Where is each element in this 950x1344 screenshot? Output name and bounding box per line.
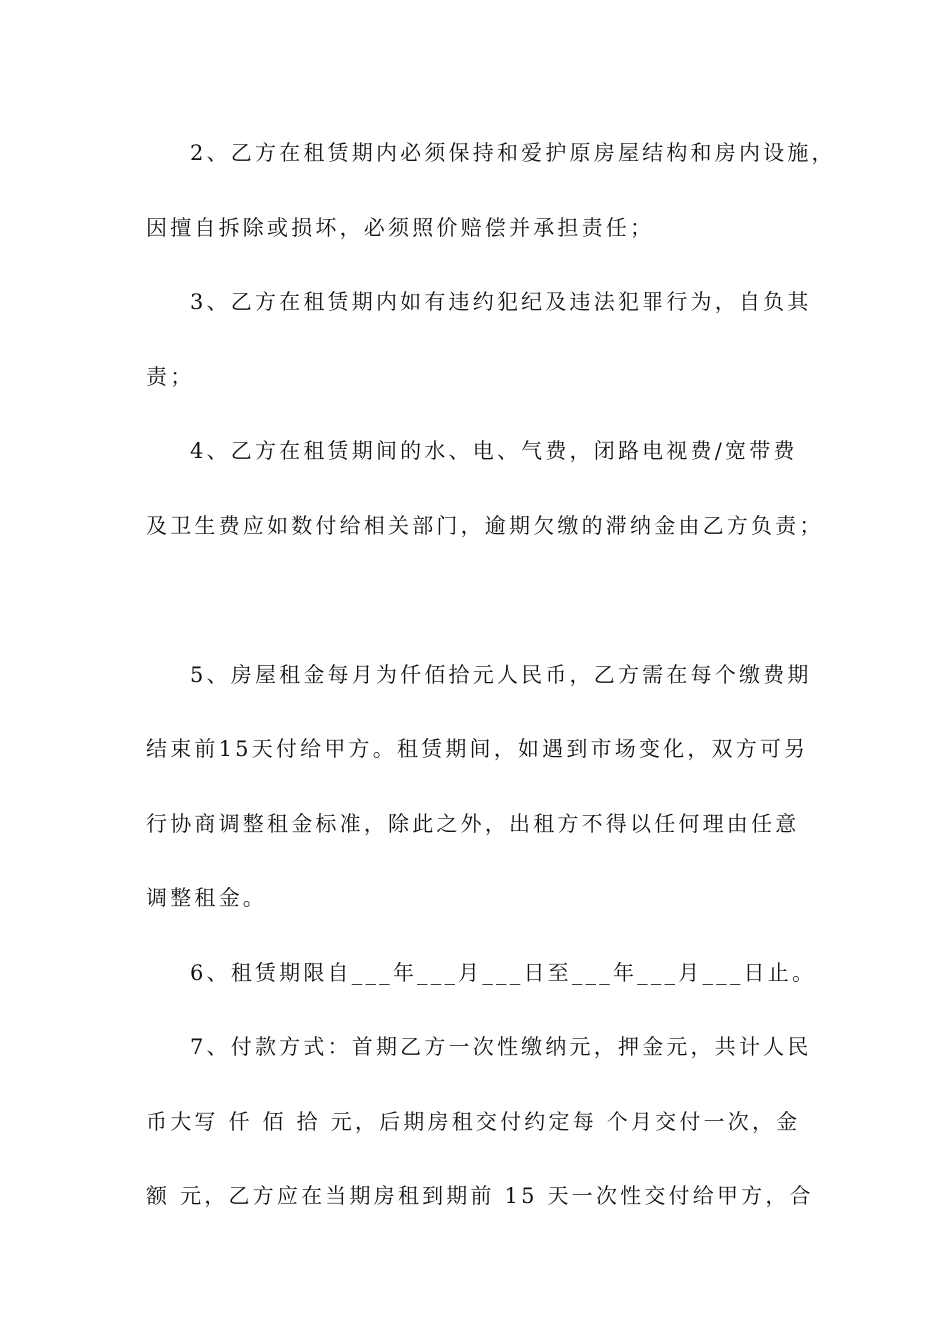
clause-5-line-4: 调整租金。 xyxy=(146,886,267,910)
clause-7-line-3: 额 元，乙方应在当期房租到期前 15 天一次性交付给甲方，合 xyxy=(146,1184,814,1208)
clause-2-line-2: 因擅自拆除或损坏，必须照价赔偿并承担责任； xyxy=(146,216,655,240)
clause-5-line-2: 结束前15天付给甲方。租赁期间，如遇到市场变化，双方可另 xyxy=(146,737,809,761)
clause-4-line-2: 及卫生费应如数付给相关部门，逾期欠缴的滞纳金由乙方负责； xyxy=(146,514,824,538)
clause-5-line-1: 5、房屋租金每月为仟佰拾元人民币，乙方需在每个缴费期 xyxy=(190,663,812,687)
clause-3-line-2: 责； xyxy=(146,365,195,389)
clause-3-line-1: 3、乙方在租赁期内如有违约犯纪及违法犯罪行为，自负其 xyxy=(190,290,812,314)
clause-4-line-1: 4、乙方在租赁期间的水、电、气费，闭路电视费/宽带费 xyxy=(190,439,798,463)
clause-7-line-1: 7、付款方式：首期乙方一次性缴纳元，押金元，共计人民 xyxy=(190,1035,812,1059)
clause-5-line-3: 行协商调整租金标准，除此之外，出租方不得以任何理由任意 xyxy=(146,812,800,836)
clause-7-line-2: 币大写 仟 佰 拾 元，后期房租交付约定每 个月交付一次，金 xyxy=(146,1110,801,1134)
clause-2-line-1: 2、乙方在租赁期内必须保持和爱护原房屋结构和房内设施， xyxy=(190,141,836,165)
clause-6-line-1: 6、租赁期限自___年___月___日至___年___月___日止。 xyxy=(190,961,817,985)
